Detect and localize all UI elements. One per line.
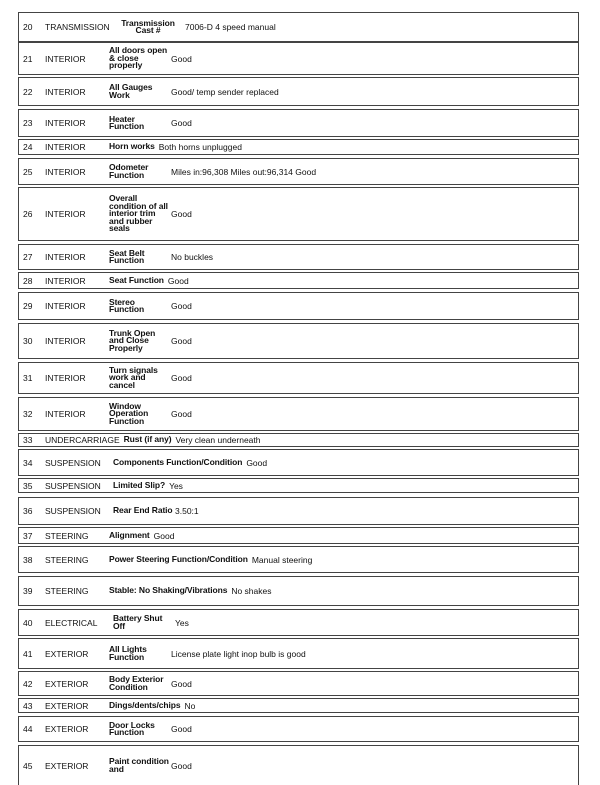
row-value: Good <box>153 530 175 541</box>
row-number: 29 <box>23 301 33 311</box>
row-number: 38 <box>23 554 33 565</box>
row-category: INTERIOR <box>45 336 86 346</box>
row-item: Trunk Open and Close Properly <box>109 327 156 353</box>
row-number: 35 <box>23 480 33 491</box>
row-item: Rear End Ratio <box>113 505 173 516</box>
table-row <box>18 323 579 359</box>
row-item: Window Operation Function <box>109 400 149 426</box>
row-value: Good <box>171 209 192 219</box>
row-item: All Gauges Work <box>109 82 153 100</box>
row-number: 31 <box>23 373 33 383</box>
row-category: STEERING <box>45 586 89 596</box>
row-value: No shakes <box>231 586 272 596</box>
row-value: Manual steering <box>251 554 313 565</box>
row-number: 27 <box>23 252 33 262</box>
row-item: Door Locks Function <box>109 719 155 737</box>
row-category: EXTERIOR <box>45 760 89 771</box>
row-number: 23 <box>23 118 33 128</box>
row-category: INTERIOR <box>45 252 86 262</box>
row-category: EXTERIOR <box>45 678 89 689</box>
row-category: INTERIOR <box>45 301 86 311</box>
row-value: Good <box>167 275 189 286</box>
table-row <box>18 362 579 394</box>
row-number: 20 <box>23 22 33 32</box>
row-value: Good <box>171 678 192 689</box>
row-item: Overall condition of all interior trim and rubber seals <box>109 193 168 234</box>
row-number: 43 <box>23 700 33 711</box>
row-value: Good <box>171 336 192 346</box>
row-value: Good <box>171 118 192 128</box>
row-value: Good <box>171 724 192 734</box>
table-row <box>18 187 579 241</box>
row-value: Good <box>171 373 192 383</box>
row-category: SUSPENSION <box>45 480 101 491</box>
table-row <box>18 77 579 106</box>
row-value: Miles in:96,308 Miles out:96,314 Good <box>171 166 317 177</box>
row-value: Good <box>171 409 192 419</box>
row-item: Body Exterior Condition <box>109 674 164 692</box>
row-number: 28 <box>23 275 33 286</box>
table-row <box>18 478 579 493</box>
row-value: Both horns unplugged <box>158 142 242 152</box>
table-row <box>18 716 579 742</box>
row-number: 37 <box>23 530 33 541</box>
row-category: INTERIOR <box>45 409 86 419</box>
row-number: 25 <box>23 166 33 177</box>
table-row <box>18 576 579 606</box>
row-number: 39 <box>23 586 33 596</box>
table-row <box>18 158 579 185</box>
row-number: 33 <box>23 435 33 445</box>
table-row <box>18 546 579 573</box>
table-row <box>18 12 579 42</box>
table-row <box>18 638 579 669</box>
row-value: Good <box>171 301 192 311</box>
table-row <box>18 609 579 636</box>
row-number: 44 <box>23 724 33 734</box>
row-value: No buckles <box>171 252 214 262</box>
row-item: Components Function/Condition <box>113 456 243 467</box>
row-number: 21 <box>23 53 33 64</box>
row-category: INTERIOR <box>45 142 86 152</box>
row-value: Yes <box>169 480 183 491</box>
row-category: INTERIOR <box>45 118 86 128</box>
table-row <box>18 698 579 713</box>
row-number: 22 <box>23 86 33 97</box>
row-category: STEERING <box>45 530 89 541</box>
table-row <box>18 527 579 544</box>
row-category: ELECTRICAL <box>45 617 98 628</box>
table-row <box>18 244 579 270</box>
row-item: Seat Function <box>109 274 164 285</box>
row-category: INTERIOR <box>45 373 86 383</box>
row-item: Seat Belt Function <box>109 247 145 265</box>
table-row <box>18 292 579 320</box>
row-item: Heater Function <box>109 113 145 131</box>
row-item: Battery Shut Off <box>113 613 163 631</box>
table-row <box>18 449 579 476</box>
row-number: 32 <box>23 409 33 419</box>
row-item: Dings/dents/chips <box>109 699 181 710</box>
row-category: TRANSMISSION <box>45 22 110 32</box>
row-category: INTERIOR <box>45 53 86 64</box>
table-row <box>18 397 579 431</box>
row-category: INTERIOR <box>45 275 86 286</box>
row-item: Stable: No Shaking/Vibrations <box>109 585 228 596</box>
row-item: Horn works <box>109 141 155 152</box>
row-item: Paint condition and <box>109 756 169 774</box>
row-category: EXTERIOR <box>45 724 89 734</box>
row-category: STEERING <box>45 554 89 565</box>
row-value: License plate light inop bulb is good <box>171 648 306 659</box>
row-value: Very clean underneath <box>175 435 261 445</box>
row-item: All Lights Function <box>109 644 147 662</box>
table-row <box>18 433 579 447</box>
table-row <box>18 109 579 137</box>
row-item: Transmission Cast # <box>121 17 175 35</box>
row-item: Limited Slip? <box>113 479 166 490</box>
table-row <box>18 745 579 785</box>
row-number: 24 <box>23 142 33 152</box>
row-category: UNDERCARRIAGE <box>45 435 120 445</box>
row-item: Stereo Function <box>109 296 145 314</box>
row-number: 42 <box>23 678 33 689</box>
row-category: EXTERIOR <box>45 648 89 659</box>
table-row <box>18 139 579 155</box>
row-category: SUSPENSION <box>45 506 101 516</box>
table-row <box>18 42 579 75</box>
row-number: 36 <box>23 506 33 516</box>
row-number: 26 <box>23 209 33 219</box>
table-row <box>18 272 579 289</box>
row-category: INTERIOR <box>45 166 86 177</box>
row-number: 40 <box>23 617 33 628</box>
row-value: 7006-D 4 speed manual <box>185 22 276 32</box>
table-row <box>18 671 579 696</box>
row-category: INTERIOR <box>45 209 86 219</box>
row-number: 45 <box>23 760 33 771</box>
row-value: Good <box>171 53 192 64</box>
row-number: 30 <box>23 336 33 346</box>
row-category: SUSPENSION <box>45 457 101 468</box>
row-value: Good <box>171 760 192 771</box>
table-row <box>18 497 579 525</box>
row-category: EXTERIOR <box>45 700 89 711</box>
row-item: Odometer Function <box>109 162 149 180</box>
row-value: 3.50:1 <box>175 506 199 516</box>
row-value: Good <box>246 457 268 468</box>
row-item: Rust (if any) <box>123 434 172 445</box>
row-item: Power Steering Function/Condition <box>109 553 248 564</box>
row-number: 34 <box>23 457 33 468</box>
row-item: All doors open & close properly <box>109 45 168 71</box>
row-number: 41 <box>23 648 33 659</box>
row-category: INTERIOR <box>45 86 86 97</box>
row-item: Alignment <box>109 529 150 540</box>
row-value: Good/ temp sender replaced <box>171 86 279 97</box>
row-item: Turn signals work and cancel <box>109 364 158 390</box>
row-value: Yes <box>175 617 189 628</box>
row-value: No <box>184 700 196 711</box>
